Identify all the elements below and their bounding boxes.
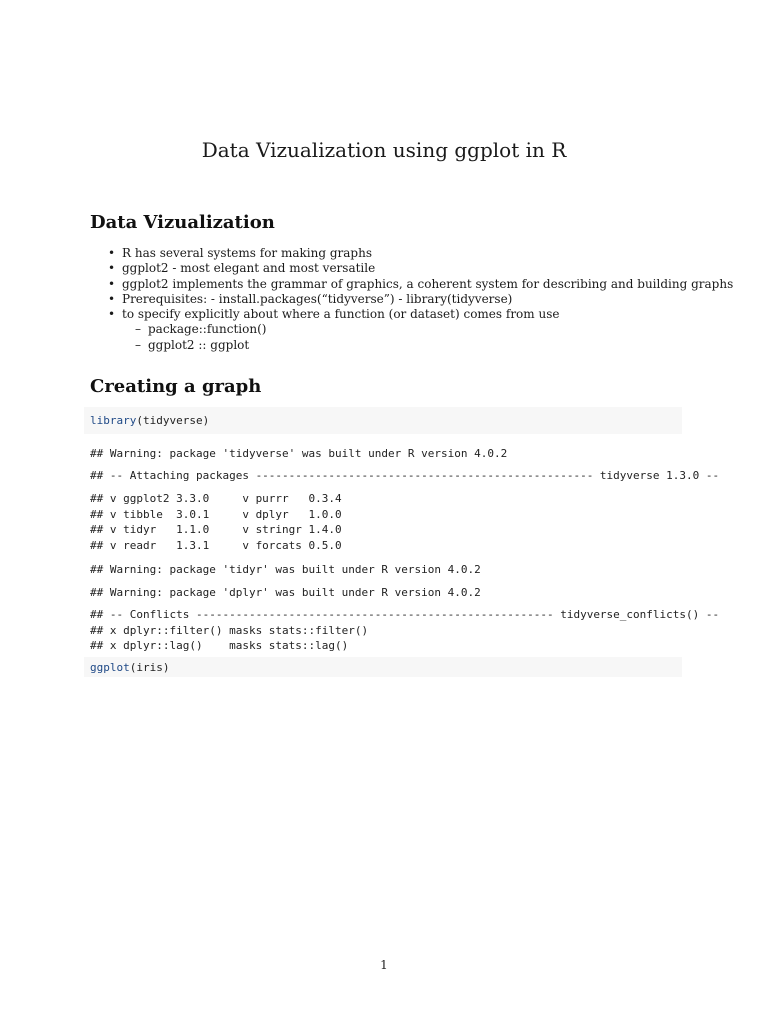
console-output-line: ## -- Conflicts ------------------------------------------------------ tidyverse_conflicts() --	[90, 608, 720, 621]
console-output-line: ## x dplyr::filter() masks stats::filter()	[90, 623, 369, 637]
console-output-warning: ## Warning: package 'tidyverse' was built under R version 4.0.2	[90, 447, 508, 460]
code-function-name: ggplot	[90, 660, 130, 674]
bullet-list	[90, 246, 732, 353]
section-heading-data-vizualization: Data Vizualization	[90, 212, 275, 233]
page-number: 1	[380, 958, 388, 972]
list-item: • Prerequisites: - install.packages(“tidyverse”) - library(tidyverse)	[122, 292, 732, 307]
list-item: • ggplot2 - most elegant and most versatile	[122, 261, 732, 276]
list-item	[122, 307, 732, 353]
console-output-line: ## v tidyr 1.1.0 v stringr 1.4.0	[90, 523, 342, 536]
list-item: • ggplot2 implements the grammar of graphics, a coherent system for describing and building graphs	[122, 277, 732, 292]
section-heading-creating-a-graph: Creating a graph	[90, 376, 262, 397]
code-arguments: (iris)	[129, 660, 170, 674]
console-output-conflicts	[90, 607, 719, 654]
console-output-attaching-packages: ## -- Attaching packages --------------------------------------------------- tidyverse 1.3.0 --	[90, 469, 720, 482]
console-output-line: ## v readr 1.3.1 v forcats 0.5.0	[90, 538, 342, 552]
document-title: Data Vizualization using ggplot in R	[201, 138, 567, 162]
sub-bullet-list	[122, 322, 732, 353]
list-item-text: to specify explicitly about where a function (or dataset) comes from use	[122, 307, 560, 322]
code-function-name: library	[90, 414, 137, 427]
code-chunk-ggplot	[84, 657, 682, 677]
console-output-line: ## v tibble 3.0.1 v dplyr 1.0.0	[90, 507, 342, 521]
sub-list-item: – ggplot2 :: ggplot	[148, 338, 732, 353]
console-output-line: ## v ggplot2 3.3.0 v purrr 0.3.4	[90, 492, 342, 505]
console-output-package-list	[90, 491, 342, 553]
code-arguments: (tidyverse)	[136, 414, 210, 427]
sub-list-item: – package::function()	[148, 322, 732, 337]
console-output-line: ## x dplyr::lag() masks stats::lag()	[90, 639, 349, 652]
list-item: • R has several systems for making graphs	[122, 246, 732, 261]
console-output-warning: ## Warning: package 'tidyr' was built under R version 4.0.2	[90, 563, 481, 576]
code-chunk-library	[84, 407, 682, 434]
console-output-warning: ## Warning: package 'dplyr' was built under R version 4.0.2	[90, 586, 481, 599]
